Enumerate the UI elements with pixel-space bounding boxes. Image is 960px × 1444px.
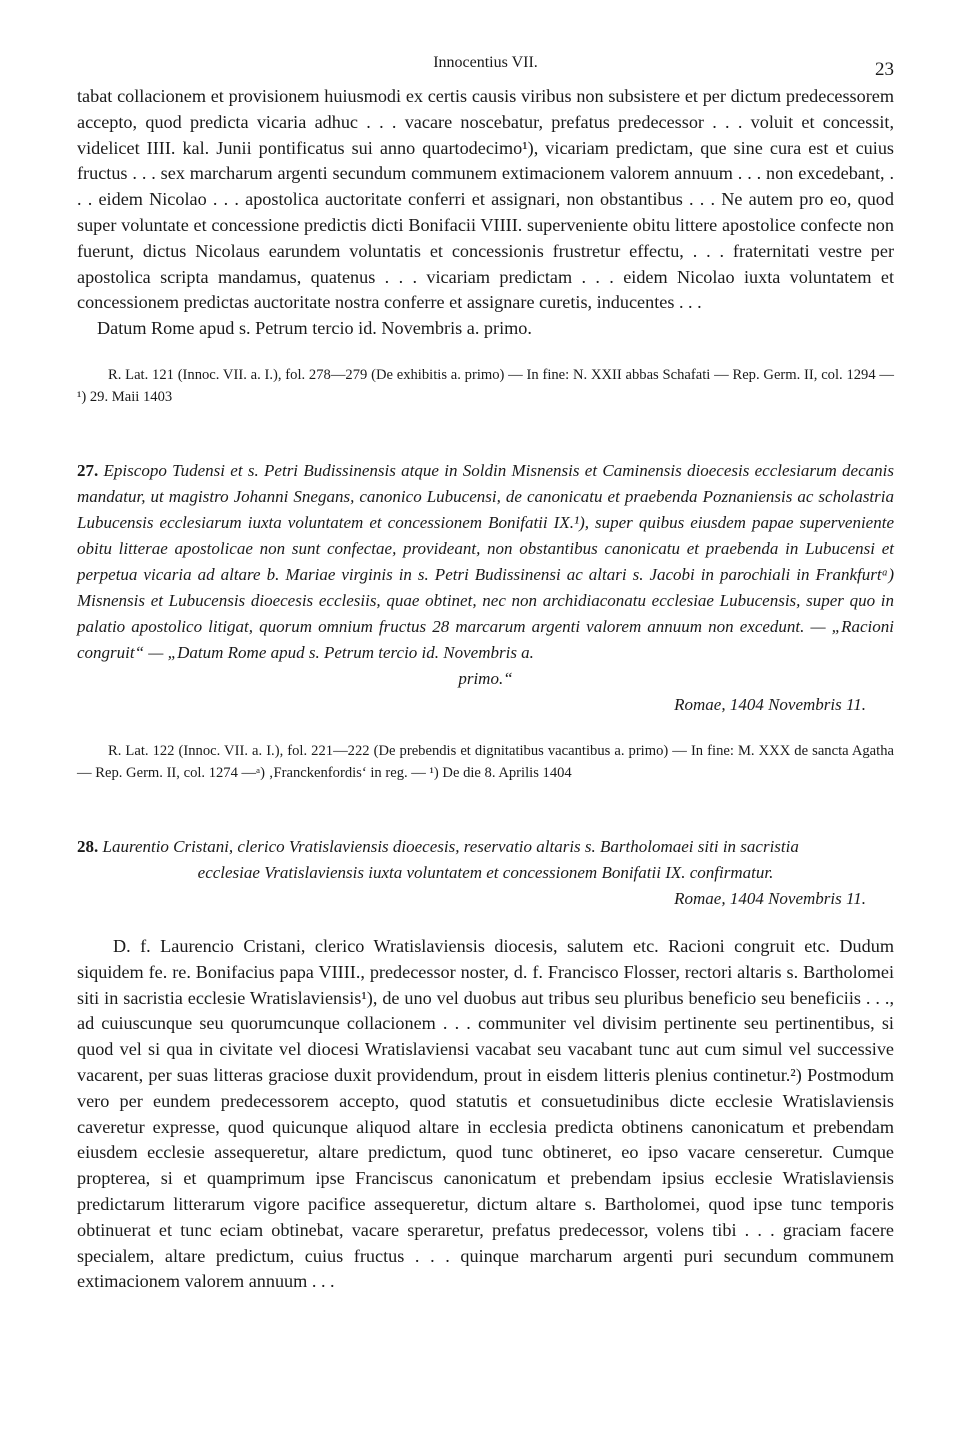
regest-end-27: primo.“ bbox=[458, 668, 513, 688]
regest-text-28: Laurentio Cristani, clerico Vratislaviensis dioecesis, reservatio altaris s. Bartholomaei siti in sacristia bbox=[102, 836, 799, 856]
regest-end-28: ecclesiae Vratislaviensis iuxta voluntatem et concessionem Bonifatii IX. confirmatur. bbox=[197, 862, 774, 882]
document-text-28: D. f. Laurencio Cristani, clerico Wratislaviensis diocesis, salutem etc. Racioni congruit etc. Dudum siquidem fe. re. Bonifacius papa VIIII., predecessor noster, d. f. Francisco Flosser, rectori altaris s. Bartholomei siti in sacristia ecclesie Wratislaviensis¹), de uno vel duobus aut tribus seu pluribus beneficio seu beneficiis . . ., ad cuiuscunque seu quorumcunque collacionem . . . communiter vel divisim pertinente seu pertinentibus, si quod vel si qua in civitate vel diocesi Wratislaviensi vacabat seu vacabant tunc aut cum simul vel successive vacarent, per suas litteras graciose duxit providendum, prout in eisdem litteris plenius continetur.²) Postmodum vero per eundem predecessorem accepto, quod statutis et consuetudinibus dicte ecclesie Wratislaviensis caveretur expresse, quod quicunque aliquod altare in ecclesia predicta obtinens canonicatum et prebendam eiusdem ecclesie assequeretur, altare predictum, quod tunc obtineret, eo ipso vacare censeretur. Cumque propterea, si et quamprimum ipse Franciscus canonicatum et prebendam ipsius ecclesie Wratislaviensis predictarum litterarum vigore pacifice assequeretur, dictum altare s. Bartholomei, quod ipse tunc temporis obtinuerat et tunc eciam obtinebat, vacare speraretur, prefatus predecessor, volens tibi . . . graciam facere specialem, altare predictum, cuius fructus . . . quinque marcharum argenti puri secundum communem extimacionem valorem annuum . . . bbox=[77, 935, 894, 1292]
regest-27 bbox=[77, 458, 894, 666]
page bbox=[77, 54, 894, 1295]
document-number-27: 27. bbox=[77, 460, 99, 480]
running-title: Innocentius VII. bbox=[433, 54, 538, 71]
date-line-27: Romae, 1404 Novembris 11. bbox=[674, 694, 866, 714]
source-note-27: R. Lat. 122 (Innoc. VII. a. I.), fol. 221—222 (De prebendis et dignitatibus vacantibus a. primo) — In fine: M. XXX de sancta Agatha — Rep. Germ. II, col. 1274 —ᵃ) ‚Franckenfordis‘ in reg. — ¹) De die 8. Aprilis 1404 bbox=[77, 742, 894, 781]
continuation-text: tabat collacionem et provisionem huiusmodi ex certis causis viribus non subsistere et per dictum predecessorem accepto, quod predicta vicaria adhuc . . . vacare noscebatur, prefatus predecessor . . . voluit et concessit, videlicet IIII. kal. Junii pontificatus sui anno quartodecimo¹), vicariam predictam, que sine cura est et cuius fructus . . . sex marcharum argenti secundum communem extimacionem valorem annuum . . . non excedebant, . . . eidem Nicolao . . . apostolica auctoritate conferri et assignari, non obstantibus . . . Ne autem pro eo, quod super voluntate et concessione predictis dicti Bonifacii VIIII. superveniente obitu littere apostolice confecte non fuerunt, dictus Nicolaus earundem voluntatis et concessionis frustretur effectu, . . . fraternitati vestre per apostolica scripta mandamus, quatenus . . . vicariam predictam . . . eidem Nicolao iuxta voluntatem et concessionem predictas auctoritate nostra conferre et assignare curetis, inducentes . . . bbox=[77, 86, 894, 313]
source-note-26: R. Lat. 121 (Innoc. VII. a. I.), fol. 278—279 (De exhibitis a. primo) — In fine: N. XXII abbas Schafati — Rep. Germ. II, col. 1294 — ¹) 29. Maii 1403 bbox=[77, 366, 894, 405]
regest-text-27: Episcopo Tudensi et s. Petri Budissinensis atque in Soldin Misnensis et Caminensis dioecesis ecclesiarum decanis mandatur, ut magistro Johanni Snegans, canonico Lubucensi, de canonicatu et praebenda Poznaniensis ac scholastria Lubucensis ecclesiarum iuxta voluntatem et concessionem Bonifatii IX.¹), super quibus eiusdem papae superveniente obitu litterae apostolicae non sunt confectae, provideant, non obstantibus canonicatu et praebenda in Lubucensi et perpetua vicaria ad altare b. Mariae virginis in s. Petri Budissinensi ac altari s. Jacobi in parochiali in Frankfurtᵃ) Misnensis et Lubucensis dioecesis ecclesiis, quae obtinet, nec non archidiaconatu ecclesiae Lubucensis, super quo in palatio apostolico litigat, quorum omnium fructus 28 marcarum argenti valorem annuum non excedunt. — „Racioni congruit“ — „Datum Rome apud s. Petrum tercio id. Novembris a. bbox=[77, 460, 894, 662]
date-line-28: Romae, 1404 Novembris 11. bbox=[674, 888, 866, 908]
document-number-28: 28. bbox=[77, 836, 99, 856]
page-number: 23 bbox=[875, 59, 894, 80]
datum-line: Datum Rome apud s. Petrum tercio id. Novembris a. primo. bbox=[97, 318, 532, 339]
page-header bbox=[77, 54, 894, 84]
regest-28 bbox=[77, 834, 894, 860]
